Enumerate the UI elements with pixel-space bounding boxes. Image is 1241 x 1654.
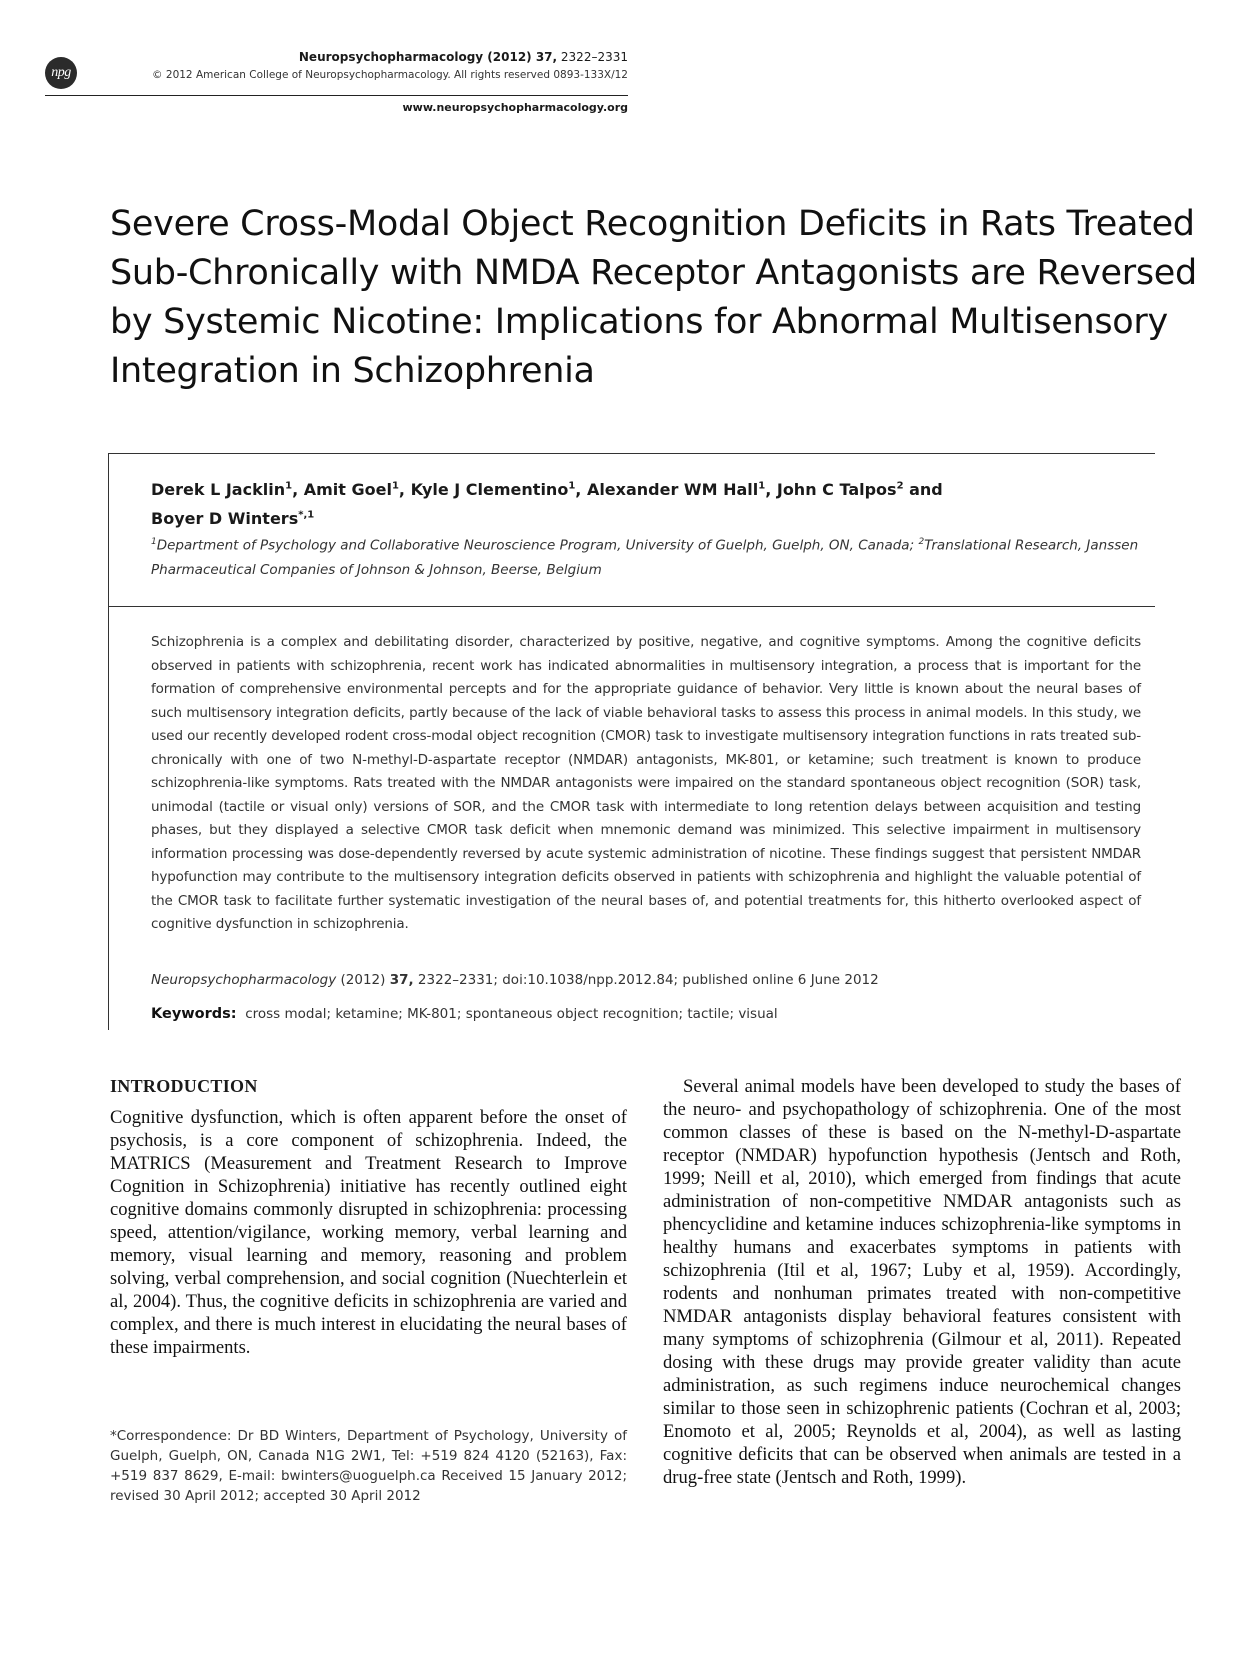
abstract-section: [108, 605, 1155, 1030]
copyright-line: © 2012 American College of Neuropsychopharmacology. All rights reserved 0893-133X/12: [152, 69, 628, 81]
author: Alexander WM Hall$^1$,: [586, 480, 777, 500]
author-list: [151, 474, 1131, 531]
author: Amit Goel$^1$,: [303, 480, 411, 500]
article-citation: Neuropsychopharmacology (2012) 37, 2322–2331; doi:10.1038/npp.2012.84; published online 6 June 2012: [151, 972, 879, 988]
journal-header: [80, 48, 628, 84]
keywords-label: Keywords:: [151, 1006, 237, 1022]
journal-name: Neuropsychopharmacology (2012) 37,: [298, 50, 558, 64]
intro-paragraph-right: Several animal models have been developed to study the bases of the neuro- and psychopathology of schizophrenia. One of the most common classes of these is based on the N-methyl-D-aspartate receptor (NMDAR) hypofunction hypothesis (Jentsch and Roth, 1999; Neill et al, 2010), which emerged from findings that acute administration of non-competitive NMDAR antagonists such as phencyclidine and ketamine induces schizophrenia-like symptoms in healthy humans and exacerbates symptoms in patients with schizophrenia (Itil et al, 1967; Luby et al, 1959). Accordingly, rodents and nonhuman primates treated with non-competitive NMDAR antagonists display behavioral features consistent with many symptoms of schizophrenia (Gilmour et al, 2011). Repeated dosing with these drugs may provide greater validity than acute administration, as such regimens induce neurochemical changes similar to those seen in schizophrenic patients (Cochran et al, 2003; Enomoto et al, 2005; Reynolds et al, 2004), as well as lasting cognitive deficits that can be observed when animals are tested in a drug-free state (Jentsch and Roth, 1999).: [663, 1076, 1181, 1488]
author: Derek L Jacklin$^1$,: [151, 480, 304, 500]
keywords-list: cross modal; ketamine; MK-801; spontaneous object recognition; tactile; visual: [245, 1006, 778, 1022]
affiliation: Translational Research, Janssen Pharmaceutical Companies of Johnson & Johnson, Beerse, Belgium: [151, 537, 1139, 578]
header-divider: [45, 95, 628, 96]
journal-website-link[interactable]: www.neuropsychopharmacology.org: [402, 101, 628, 114]
author-box: [108, 453, 1155, 607]
author: Boyer D Winters$^{*,1}$: [151, 508, 315, 528]
author: Kyle J Clementino$^1$,: [410, 480, 587, 500]
introduction-heading: INTRODUCTION: [110, 1076, 258, 1096]
journal-pages: 2322–2331: [557, 50, 628, 64]
author: John C Talpos$^2$ and: [776, 480, 943, 500]
npg-logo: npg: [45, 57, 77, 89]
affiliations: $^1$Department of Psychology and Collaborative Neuroscience Program, University of Guelph, Guelph, ON, Canada; $^2$Translational Research, Janssen Pharmaceutical Companies of Johnson & Johnson, Beerse, Belgium: [151, 537, 1139, 578]
keywords: [151, 1003, 1141, 1026]
abstract-text: Schizophrenia is a complex and debilitating disorder, characterized by positive, negative, and cognitive symptoms. Among the cognitive deficits observed in patients with schizophrenia, recent work has indicated abnormalities in multisensory integration, a process that is important for the formation of comprehensive environmental percepts and for the appropriate guidance of behavior. Very little is known about the neural bases of such multisensory integration deficits, partly because of the lack of viable behavioral tasks to assess this process in animal models. In this study, we used our recently developed rodent cross-modal object recognition (CMOR) task to investigate multisensory integration functions in rats treated sub-chronically with one of two N-methyl-D-aspartate receptor (NMDAR) antagonists, MK-801, or ketamine; such treatment is known to produce schizophrenia-like symptoms. Rats treated with the NMDAR antagonists were impaired on the standard spontaneous object recognition (SOR) task, unimodal (tactile or visual only) versions of SOR, and the CMOR task with intermediate to long retention delays between acquisition and testing phases, but they displayed a selective CMOR task deficit when mnemonic demand was minimized. This selective impairment in multisensory information processing was dose-dependently reversed by acute systemic administration of nicotine. These findings suggest that persistent NMDAR hypofunction may contribute to the multisensory integration deficits observed in patients with schizophrenia and highlight the valuable potential of the CMOR task to facilitate further systematic investigation of the neural bases of, and potential treatments for, this hitherto overlooked aspect of cognitive dysfunction in schizophrenia.: [151, 634, 1141, 932]
correspondence-footnote: *Correspondence: Dr BD Winters, Department of Psychology, University of Guelph, Guelph, ON, Canada N1G 2W1, Tel: +519 824 4120 (52163), Fax: +519 837 8629, E-mail: bwinters@uoguelph.ca Received 15 January 2012; revised 30 April 2012; accepted 30 April 2012: [110, 1428, 627, 1504]
journal-citation-line: [80, 48, 628, 66]
affiliation: Department of Psychology and Collaborative Neuroscience Program, University of Guelph, Guelph, ON, Canada;: [156, 537, 919, 554]
article-title: Severe Cross-Modal Object Recognition Deficits in Rats Treated Sub-Chronically with NMDA Receptor Antagonists are Reversed by Systemic Nicotine: Implications for Abnormal Multisensory Integration in Schizophrenia: [110, 204, 1197, 391]
intro-paragraph-left: Cognitive dysfunction, which is often apparent before the onset of psychosis, is a core component of schizophrenia. Indeed, the MATRICS (Measurement and Treatment Research to Improve Cognition in Schizophrenia) initiative has recently outlined eight cognitive domains commonly disrupted in schizophrenia: processing speed, attention/vigilance, working memory, verbal learning and memory, visual learning and memory, reasoning and problem solving, verbal comprehension, and social cognition (Nuechterlein et al, 2004). Thus, the cognitive deficits in schizophrenia are varied and complex, and there is much interest in elucidating the neural bases of these impairments.: [110, 1107, 627, 1358]
